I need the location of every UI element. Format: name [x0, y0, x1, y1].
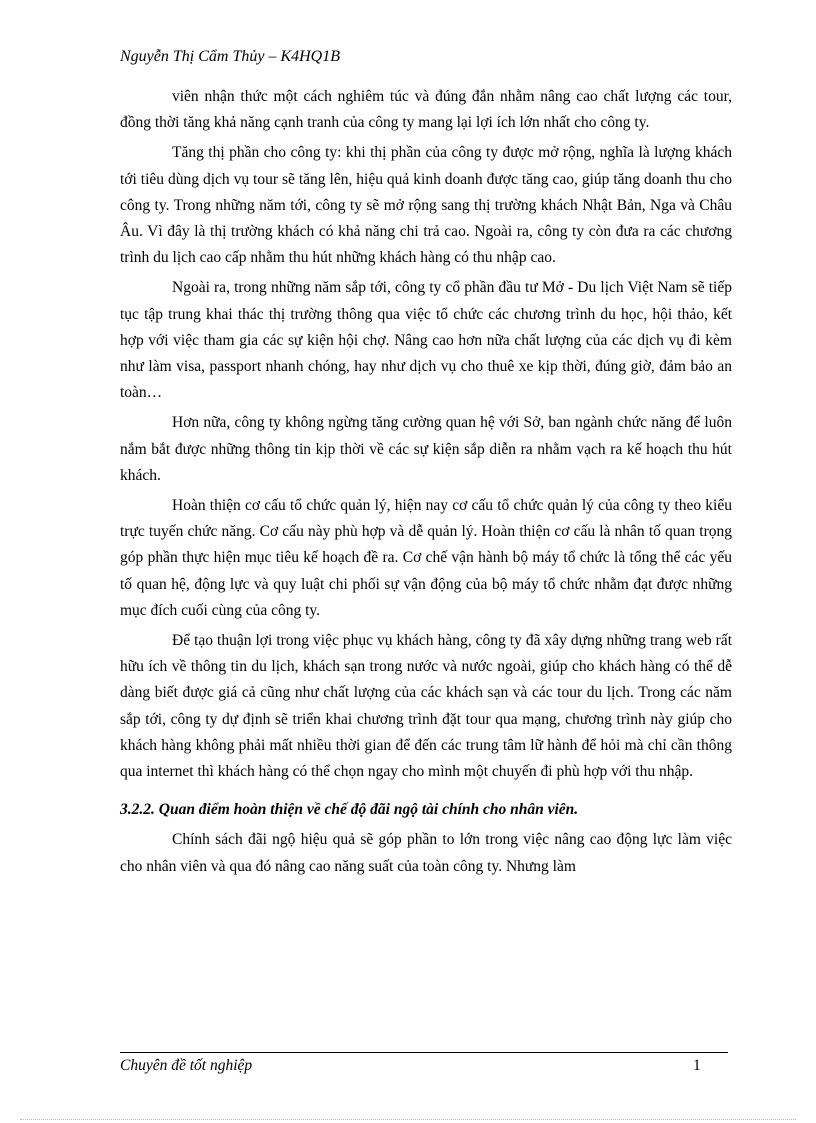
paragraph-continuation: viên nhận thức một cách nghiêm túc và đúng đắn nhằm nâng cao chất lượng các tour, đồng thời tăng khả năng cạnh tranh của công ty mang lại lợi ích lớn nhất cho công ty.: [120, 88, 732, 132]
paragraph-website: Để tạo thuận lợi trong việc phục vụ khách hàng, công ty đã xây dựng những trang web rất hữu ích về thông tin du lịch, khách sạn trong nước và nước ngoài, giúp cho khách hàng có thể dễ dàng biết được giá cả cũng như chất lượng của các khách sạn và các tour du lịch. Trong các năm sắp tới, công ty dự định sẽ triển khai chương trình đặt tour qua mạng, chương trình này giúp cho khách hàng không phải mất nhiều thời gian để đến các trung tâm lữ hành để hỏi mà chỉ cần thông qua internet thì khách hàng có thể chọn ngay cho mình một chuyến đi phù hợp với thu nhập.: [120, 632, 732, 781]
section-heading: 3.2.2. Quan điểm hoàn thiện về chế độ đãi ngộ tài chính cho nhân viên.: [120, 801, 579, 819]
page-number: 1: [693, 1057, 701, 1074]
footer-divider: [120, 1052, 728, 1053]
footer-title: Chuyên đề tốt nghiệp: [120, 1057, 253, 1074]
paragraph-compensation: Chính sách đãi ngộ hiệu quả sẽ góp phần to lớn trong việc nâng cao động lực làm việc cho nhân viên và qua đó nâng cao năng suất của toàn công ty. Nhưng làm: [120, 831, 732, 875]
paragraph-relations: Hơn nữa, công ty không ngừng tăng cường quan hệ với Sở, ban ngành chức năng để luôn nắm bắt được những thông tin kịp thời về các sự kiện sắp diễn ra nhằm vạch ra kế hoạch thu hút khách.: [120, 414, 732, 484]
paragraph-market-share: Tăng thị phần cho công ty: khi thị phần của công ty được mở rộng, nghĩa là lượng khách tới tiêu dùng dịch vụ tour sẽ tăng lên, hiệu quả kinh doanh được tăng cao, giúp tăng doanh thu cho công ty. Trong những năm tới, công ty sẽ mở rộng sang thị trường khách Nhật Bản, Nga và Châu Âu. Vì đây là thị trường khách có khả năng chi trả cao. Ngoài ra, công ty còn đưa ra các chương trình du lịch cao cấp nhằm thu hút những khách hàng có thu nhập cao.: [120, 144, 732, 267]
paragraph-market-exploitation: Ngoài ra, trong những năm sắp tới, công ty cổ phần đầu tư Mở - Du lịch Việt Nam sẽ tiếp tục tập trung khai thác thị trường thông qua việc tổ chức các chương trình du học, hội thảo, kết hợp với việc tham gia các sự kiện hội chợ. Nâng cao hơn nữa chất lượng của các dịch vụ đi kèm như làm visa, passport nhanh chóng, hay như dịch vụ cho thuê xe kịp thời, đúng giờ, đảm bảo an toàn…: [120, 279, 732, 402]
document-body: [120, 84, 732, 884]
page-bottom-edge: [20, 1119, 796, 1120]
paragraph-organization: Hoàn thiện cơ cấu tổ chức quản lý, hiện nay cơ cấu tổ chức quản lý của công ty theo kiểu trực tuyến chức năng. Cơ cấu này phù hợp và dễ quản lý. Hoàn thiện cơ cấu là nhân tố quan trọng góp phần thực hiện mục tiêu kế hoạch đề ra. Cơ chế vận hành bộ máy tổ chức là tổng thể các yếu tố quan hệ, động lực và quy luật chi phối sự vận động của bộ máy tổ chức nhằm đạt được những mục đích cuối cùng của công ty.: [120, 497, 732, 619]
page-header-author: Nguyễn Thị Cẩm Thủy – K4HQ1B: [120, 48, 340, 65]
